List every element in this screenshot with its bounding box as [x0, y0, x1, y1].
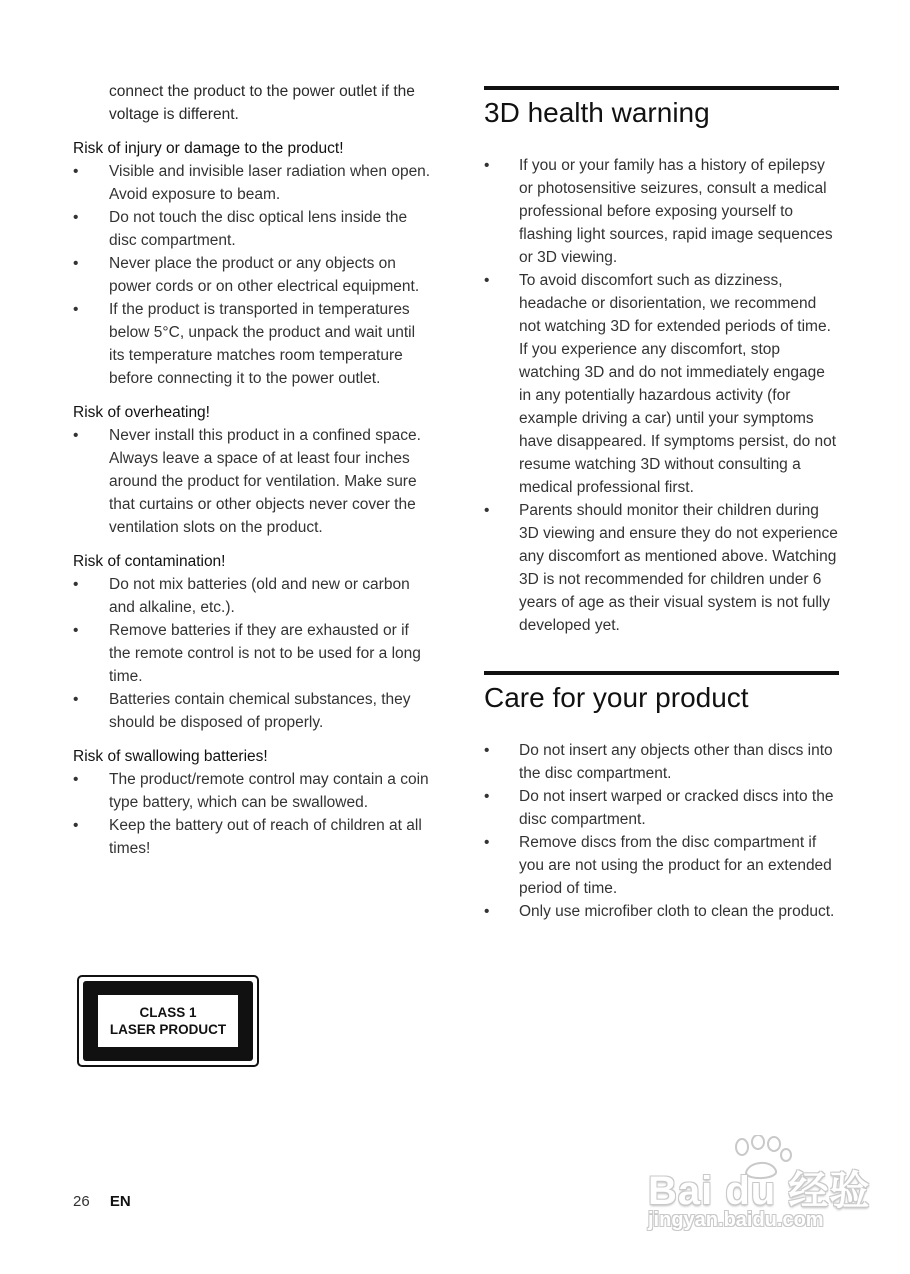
bullet-icon: • — [484, 788, 490, 805]
bullet-icon: • — [73, 427, 79, 444]
list-item: • If you or your family has a history of epilepsy or photosensitive seizures, consult a medical professional before exposing yourself to flashing light sources, rapid image sequences or 3D viewing. — [484, 154, 840, 269]
list-item: • Remove batteries if they are exhausted or if the remote control is not to be used for a long time. — [73, 619, 433, 688]
bullet-icon: • — [484, 157, 490, 174]
list-item: • Do not insert warped or cracked discs into the disc compartment. — [484, 785, 840, 831]
list-item: • The product/remote control may contain a coin type battery, which can be swallowed. — [73, 768, 433, 814]
laser-label-frame — [83, 981, 253, 1061]
laser-label-text — [98, 995, 238, 1047]
bullet-list — [73, 160, 433, 390]
bullet-icon: • — [73, 622, 79, 639]
care-section — [484, 671, 840, 923]
laser-class-label — [77, 975, 259, 1067]
section-swallowing — [73, 745, 433, 860]
page-number: 26 — [73, 1193, 90, 1210]
bullet-icon: • — [73, 691, 79, 708]
section-heading: Risk of swallowing batteries! — [73, 748, 268, 765]
laser-label-line1: CLASS 1 — [139, 1005, 197, 1020]
bullet-list — [484, 154, 840, 637]
list-item: • If the product is transported in temperatures below 5°C, unpack the product and wait until its temperature matches room temperature before connecting it to the power outlet. — [73, 298, 433, 390]
section-heading: Risk of overheating! — [73, 404, 210, 421]
bullet-icon: • — [484, 903, 490, 920]
right-column — [484, 86, 840, 923]
bullet-icon: • — [73, 163, 79, 180]
list-item: • Never install this product in a confined space. Always leave a space of at least four inches around the product for ventilation. Make sure that curtains or other objects never cover the ventilation slots on the product. — [73, 424, 433, 539]
intro-text: connect the product to the power outlet if the voltage is different. — [109, 83, 415, 123]
list-item: • Remove discs from the disc compartment if you are not using the product for an extended period of time. — [484, 831, 840, 900]
bullet-icon: • — [73, 817, 79, 834]
left-column — [73, 80, 433, 871]
list-item: • Batteries contain chemical substances, they should be disposed of properly. — [73, 688, 433, 734]
bullet-icon: • — [73, 576, 79, 593]
bullet-list — [73, 768, 433, 860]
section-rule — [484, 86, 839, 90]
bullet-list — [73, 573, 433, 734]
bullet-icon: • — [73, 209, 79, 226]
laser-label-line2: LASER PRODUCT — [109, 1022, 227, 1037]
bullet-icon: • — [73, 255, 79, 272]
list-item: • Parents should monitor their children during 3D viewing and ensure they do not experience any discomfort as mentioned above. Watching 3D is not recommended for children under 6 years of age as their visual system is not fully developed yet. — [484, 499, 840, 637]
list-item: • Keep the battery out of reach of children at all times! — [73, 814, 433, 860]
section-heading: Risk of contamination! — [73, 553, 226, 570]
health-warning-section — [484, 86, 840, 637]
bullet-icon: • — [484, 502, 490, 519]
bullet-list — [484, 739, 840, 923]
watermark-url: jingyan.baidu.com — [648, 1209, 824, 1231]
bullet-icon: • — [73, 301, 79, 318]
section-rule — [484, 671, 839, 675]
list-item: • Do not insert any objects other than discs into the disc compartment. — [484, 739, 840, 785]
page-footer — [73, 1193, 131, 1210]
section-overheating — [73, 401, 433, 539]
language-code: EN — [109, 1193, 131, 1210]
bullet-list — [73, 424, 433, 539]
list-item: • To avoid discomfort such as dizziness, headache or disorientation, we recommend not watching 3D for extended periods of time. If you experience any discomfort, stop watching 3D and do not immediately engage in any potentially hazardous activity (for example driving a car) until your symptoms have disappeared. If symptoms persist, do not resume watching 3D without consulting a medical professional first. — [484, 269, 840, 499]
watermark-logo: Bai du 经验 — [648, 1169, 871, 1213]
list-item: • Do not touch the disc optical lens inside the disc compartment. — [73, 206, 433, 252]
care-title: Care for your product — [484, 682, 749, 713]
bullet-icon: • — [484, 834, 490, 851]
list-item: • Only use microfiber cloth to clean the product. — [484, 900, 840, 923]
list-item: • Do not mix batteries (old and new or carbon and alkaline, etc.). — [73, 573, 433, 619]
baidu-watermark — [640, 1135, 880, 1245]
list-item: • Never place the product or any objects on power cords or on other electrical equipment. — [73, 252, 433, 298]
section-contamination — [73, 550, 433, 734]
bullet-icon: • — [484, 272, 490, 289]
bullet-icon: • — [73, 771, 79, 788]
section-heading: Risk of injury or damage to the product! — [73, 140, 344, 157]
list-item: • Visible and invisible laser radiation when open. Avoid exposure to beam. — [73, 160, 433, 206]
section-injury — [73, 137, 433, 390]
bullet-icon: • — [484, 742, 490, 759]
health-warning-title: 3D health warning — [484, 97, 710, 128]
